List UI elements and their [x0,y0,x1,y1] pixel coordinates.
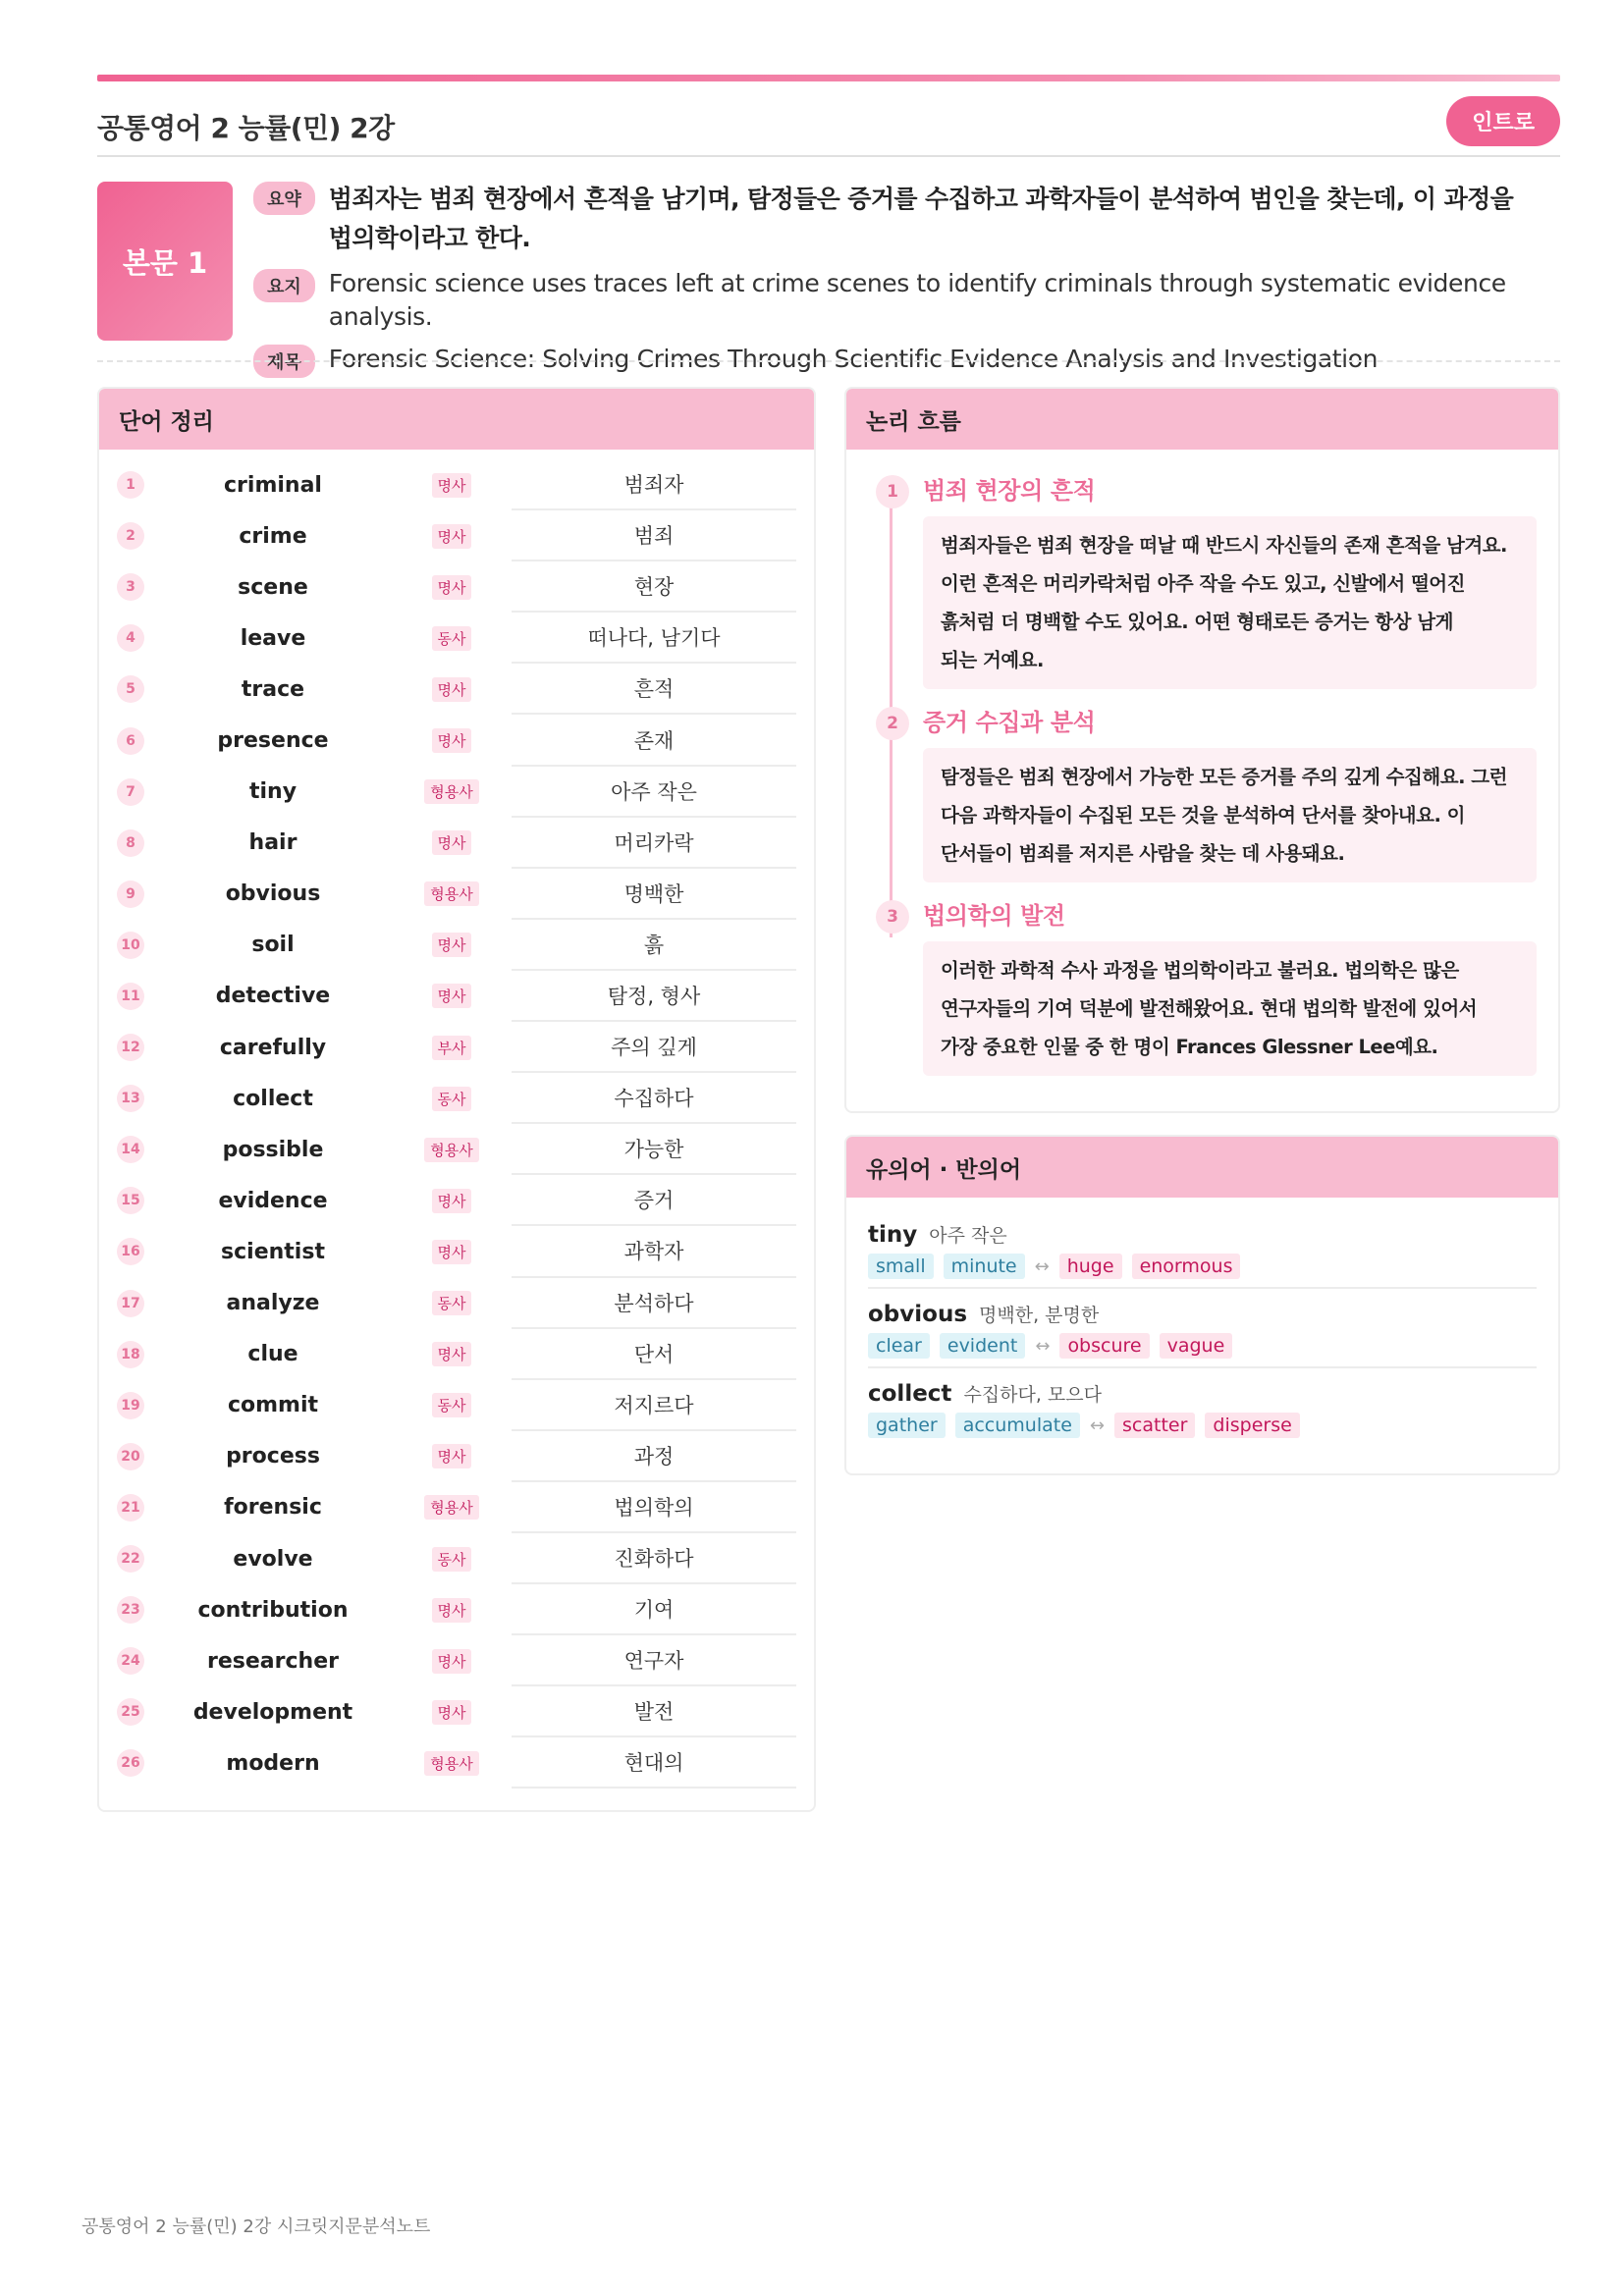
gist-row [253,267,1559,334]
part-of-speech-badge: 명사 [432,984,472,1008]
step-body-line: 흙처럼 더 명백할 수도 있어요. 어떤 형태로든 증거는 항상 남게 [941,611,1453,633]
vocab-pos-cell [402,1189,502,1213]
synonym-meaning: 아주 작은 [929,1225,1007,1247]
vocab-number: 21 [117,1494,144,1522]
vocab-row [117,1737,796,1789]
vocab-row [117,561,796,613]
vocab-word: trace [241,676,305,702]
vocab-row [117,664,796,715]
vocab-word: analyze [226,1291,320,1316]
vocab-row [117,1124,796,1175]
step-body-line: 다음 과학자들이 수집된 모든 것을 분석하여 단서를 찾아내요. 이 [941,804,1465,827]
vocab-meaning: 과정 [512,1431,796,1482]
part-of-speech-badge: 명사 [432,830,472,855]
vocab-word: contribution [197,1597,349,1623]
part-of-speech-badge: 명사 [432,1444,472,1468]
step-body [923,748,1537,882]
synonym-word: obvious [868,1302,968,1327]
vocab-number: 6 [117,727,144,755]
part-of-speech-badge: 동사 [432,1087,472,1111]
vocab-row [117,971,796,1022]
summary-line: 법의학이라고 한다. [328,224,531,252]
vocab-row [117,1635,796,1686]
vocab-list [99,450,814,1789]
logic-panel [844,387,1560,1113]
step-body-line: 탐정들은 범죄 현장에서 가능한 모든 증거를 주의 깊게 수집해요. 그런 [941,766,1507,788]
vocab-pos-cell [402,933,502,957]
vocab-number: 20 [117,1443,144,1470]
part-of-speech-badge: 동사 [432,1547,472,1572]
synonym-meaning: 수집하다, 모으다 [963,1384,1102,1406]
vocab-meaning: 흙 [512,920,796,971]
step-title: 범죄 현장의 흔적 [923,477,1096,505]
vocab-pos-cell [402,779,502,804]
vocab-number: 14 [117,1136,144,1163]
vocab-word: detective [215,984,331,1009]
page-title: 공통영어 2 능률(민) 2강 [97,112,395,144]
opposite-arrow-icon: ↔ [1035,1335,1051,1357]
synonym-chip: clear [868,1333,930,1359]
synonym-chip: accumulate [955,1413,1080,1438]
synonym-headline [868,1221,1537,1248]
part-of-speech-badge: 명사 [432,1240,472,1264]
vocab-row [117,1073,796,1124]
vocab-pos-cell [402,1393,502,1417]
vocab-row [117,1329,796,1380]
vocab-number: 24 [117,1647,144,1675]
vocab-number: 10 [117,932,144,959]
part-of-speech-badge: 명사 [432,1700,472,1725]
vocab-meaning: 탐정, 형사 [512,971,796,1022]
vocab-pos-cell [402,1495,502,1520]
part-of-speech-badge: 명사 [432,473,472,498]
vocab-meaning: 수집하다 [512,1073,796,1124]
vocab-meaning: 가능한 [512,1124,796,1175]
vocab-meaning: 아주 작은 [512,767,796,818]
summary-text [329,180,1513,258]
synonym-item [868,1289,1537,1368]
part-of-speech-badge: 명사 [432,1649,472,1674]
logic-flow [846,450,1558,1076]
vocab-row [117,1380,796,1431]
vocab-word: evidence [218,1188,328,1213]
part-of-speech-badge: 형용사 [424,1138,478,1162]
vocab-pos-cell [402,626,502,651]
vocab-word: collect [233,1086,313,1111]
vocab-row [117,459,796,510]
vocab-pos-cell [402,575,502,600]
flow-step [868,471,1537,689]
vocab-number: 16 [117,1238,144,1265]
vocab-meaning: 현대의 [512,1737,796,1789]
vocab-word: forensic [224,1495,322,1521]
vocab-number: 23 [117,1596,144,1624]
vocab-pos-cell [402,1700,502,1725]
vocab-row [117,920,796,971]
title-tag: 제목 [253,345,315,378]
vocab-number: 7 [117,778,144,806]
vocab-meaning: 과학자 [512,1226,796,1277]
synonym-item [868,1368,1537,1446]
vocab-meaning: 발전 [512,1686,796,1737]
summary-row [253,180,1559,258]
vocab-word: development [192,1699,353,1725]
vocab-word: leave [240,625,306,651]
vocab-pos-cell [402,1087,502,1111]
vocab-pos-cell [402,1649,502,1674]
vocab-word: commit [227,1393,319,1418]
vocab-meaning: 흔적 [512,664,796,715]
vocab-pos-cell [402,677,502,702]
vocab-meaning: 현장 [512,561,796,613]
vocab-number: 2 [117,522,144,550]
antonym-chip: vague [1160,1333,1233,1359]
vocab-row [117,1431,796,1482]
antonym-chip: obscure [1059,1333,1149,1359]
part-of-speech-badge: 동사 [432,626,472,651]
vocab-meaning: 분석하다 [512,1278,796,1329]
vocab-meaning: 주의 깊게 [512,1022,796,1073]
vocab-number: 3 [117,573,144,601]
vocab-meaning: 법의학의 [512,1482,796,1533]
flow-step [868,703,1537,882]
part-of-speech-badge: 명사 [432,1342,472,1366]
synonym-chip: gather [868,1413,946,1438]
vocab-pos-cell [402,473,502,498]
antonym-chip: enormous [1132,1254,1241,1279]
part-of-speech-badge: 명사 [432,933,472,957]
vocab-pos-cell [402,1444,502,1468]
step-title: 증거 수집과 분석 [923,709,1096,736]
vocab-pos-cell [402,728,502,753]
top-accent-line [97,75,1560,81]
summary-line: 범죄자는 범죄 현장에서 흔적을 남기며, 탐정들은 증거를 수집하고 과학자들이 분석하여 범인을 찾는데, 이 과정을 [328,185,1514,213]
vocab-word: soil [251,933,295,958]
vocab-meaning: 범죄자 [512,459,796,510]
step-number: 2 [876,707,909,740]
part-of-speech-badge: 명사 [432,728,472,753]
vocab-row [117,1022,796,1073]
vocab-meaning: 머리카락 [512,818,796,869]
vocab-word: obvious [225,881,321,907]
vocab-row [117,715,796,766]
vocab-number: 26 [117,1749,144,1777]
vocab-row [117,767,796,818]
vocab-word: possible [222,1137,324,1162]
step-body-line: 이러한 과학적 수사 과정을 법의학이라고 불러요. 법의학은 많은 [941,959,1459,982]
logic-heading: 논리 흐름 [846,389,1558,450]
synonym-headline [868,1301,1537,1327]
vocab-row [117,510,796,561]
vocab-number: 9 [117,881,144,908]
vocab-panel [97,387,816,1812]
intro-button[interactable]: 인트로 [1446,96,1560,146]
step-body-line: 범죄자들은 범죄 현장을 떠날 때 반드시 자신들의 존재 흔적을 남겨요. [941,534,1507,557]
step-body [923,941,1537,1076]
vocab-number: 5 [117,675,144,703]
vocab-word: presence [217,728,329,754]
gist-text: Forensic science uses traces left at crime scenes to identify criminals through systematic evidence analysis. [328,269,1506,331]
vocab-pos-cell [402,984,502,1008]
vocab-meaning: 존재 [512,715,796,766]
synonym-panel [844,1135,1560,1475]
vocab-word: process [226,1444,320,1469]
vocab-row [117,613,796,664]
part-of-speech-badge: 동사 [432,1291,472,1315]
antonym-chip: scatter [1114,1413,1195,1438]
vocab-row [117,1226,796,1277]
vocab-word: carefully [219,1035,327,1060]
synonym-chips [868,1254,1537,1279]
vocab-meaning: 명백한 [512,869,796,920]
antonym-chip: disperse [1205,1413,1299,1438]
vocab-pos-cell [402,1342,502,1366]
synonym-chips [868,1413,1537,1438]
vocab-pos-cell [402,1138,502,1162]
synonym-chips [868,1333,1537,1359]
summary-section [253,180,1559,387]
gist-tag: 요지 [253,269,315,302]
section-divider [97,360,1560,362]
vocab-pos-cell [402,1240,502,1264]
vocab-meaning: 진화하다 [512,1533,796,1584]
synonym-headline [868,1380,1537,1407]
vocab-word: scene [238,574,308,600]
vocab-row [117,1278,796,1329]
part-of-speech-badge: 부사 [432,1036,472,1060]
part-of-speech-badge: 형용사 [424,1495,478,1520]
vocab-number: 4 [117,624,144,652]
page-footer: 공통영어 2 능률(민) 2강 시크릿지문분석노트 [81,2216,431,2237]
vocab-number: 11 [117,983,144,1010]
vocab-meaning: 연구자 [512,1635,796,1686]
vocab-pos-cell [402,881,502,906]
summary-tag: 요약 [253,182,315,215]
vocab-word: clue [247,1342,298,1367]
vocab-number: 22 [117,1545,144,1573]
part-of-speech-badge: 형용사 [424,881,478,906]
step-number: 1 [876,475,909,508]
vocab-row [117,1175,796,1226]
vocab-row [117,1686,796,1737]
antonym-chip: huge [1059,1254,1122,1279]
vocab-number: 17 [117,1290,144,1317]
vocab-meaning: 증거 [512,1175,796,1226]
text-number-badge: 본문 1 [97,182,233,341]
vocab-pos-cell [402,830,502,855]
vocab-word: hair [248,830,298,856]
synonym-chip: evident [940,1333,1025,1359]
vocab-word: criminal [224,472,322,498]
vocab-meaning: 범죄 [512,510,796,561]
synonym-heading: 유의어 · 반의어 [846,1137,1558,1198]
step-title: 법의학의 발전 [923,902,1065,930]
vocab-word: modern [226,1750,320,1776]
synonym-meaning: 명백한, 분명한 [979,1305,1100,1326]
part-of-speech-badge: 명사 [432,524,472,549]
part-of-speech-badge: 동사 [432,1393,472,1417]
vocab-number: 1 [117,471,144,499]
vocab-number: 12 [117,1034,144,1061]
step-body-line: 되는 거예요. [941,649,1044,671]
vocab-number: 19 [117,1392,144,1419]
vocab-pos-cell [402,1547,502,1572]
step-number: 3 [876,900,909,934]
flow-step [868,896,1537,1076]
title-text: Forensic Science: Solving Crimes Through Scientific Evidence Analysis and Investigation [328,345,1379,373]
vocab-word: researcher [207,1648,339,1674]
synonym-chip: small [868,1254,934,1279]
synonym-list [846,1198,1558,1446]
vocab-row [117,1533,796,1584]
synonym-word: tiny [868,1222,918,1248]
step-body-line: 이런 흔적은 머리카락처럼 아주 작을 수도 있고, 신발에서 떨어진 [941,572,1465,595]
vocab-number: 18 [117,1341,144,1368]
part-of-speech-badge: 명사 [432,575,472,600]
vocab-heading: 단어 정리 [99,389,814,450]
vocab-number: 25 [117,1698,144,1726]
part-of-speech-badge: 형용사 [424,779,478,804]
part-of-speech-badge: 명사 [432,677,472,702]
vocab-number: 15 [117,1187,144,1214]
vocab-row [117,1584,796,1635]
vocab-pos-cell [402,1291,502,1315]
part-of-speech-badge: 형용사 [424,1751,478,1776]
vocab-pos-cell [402,524,502,549]
vocab-row [117,818,796,869]
vocab-row [117,869,796,920]
vocab-word: tiny [248,779,298,805]
step-body-line: 가장 중요한 인물 중 한 명이 Frances Glessner Lee예요. [941,1036,1438,1058]
step-body [923,516,1537,689]
vocab-word: evolve [233,1546,313,1572]
opposite-arrow-icon: ↔ [1034,1255,1050,1277]
vocab-meaning: 단서 [512,1329,796,1380]
vocab-pos-cell [402,1751,502,1776]
part-of-speech-badge: 명사 [432,1189,472,1213]
synonym-item [868,1209,1537,1289]
synonym-chip: minute [944,1254,1025,1279]
page-header [97,98,1560,157]
vocab-number: 13 [117,1085,144,1112]
vocab-pos-cell [402,1598,502,1623]
vocab-meaning: 저지르다 [512,1380,796,1431]
step-body-line: 단서들이 범죄를 저지른 사람을 찾는 데 사용돼요. [941,842,1345,865]
vocab-row [117,1482,796,1533]
opposite-arrow-icon: ↔ [1089,1415,1105,1436]
step-body-line: 연구자들의 기여 덕분에 발전해왔어요. 현대 법의학 발전에 있어서 [941,997,1478,1020]
vocab-number: 8 [117,829,144,857]
vocab-word: scientist [221,1239,325,1264]
vocab-meaning: 기여 [512,1584,796,1635]
vocab-word: crime [239,523,307,549]
part-of-speech-badge: 명사 [432,1598,472,1623]
vocab-meaning: 떠나다, 남기다 [512,613,796,664]
synonym-word: collect [868,1381,952,1407]
vocab-pos-cell [402,1036,502,1060]
